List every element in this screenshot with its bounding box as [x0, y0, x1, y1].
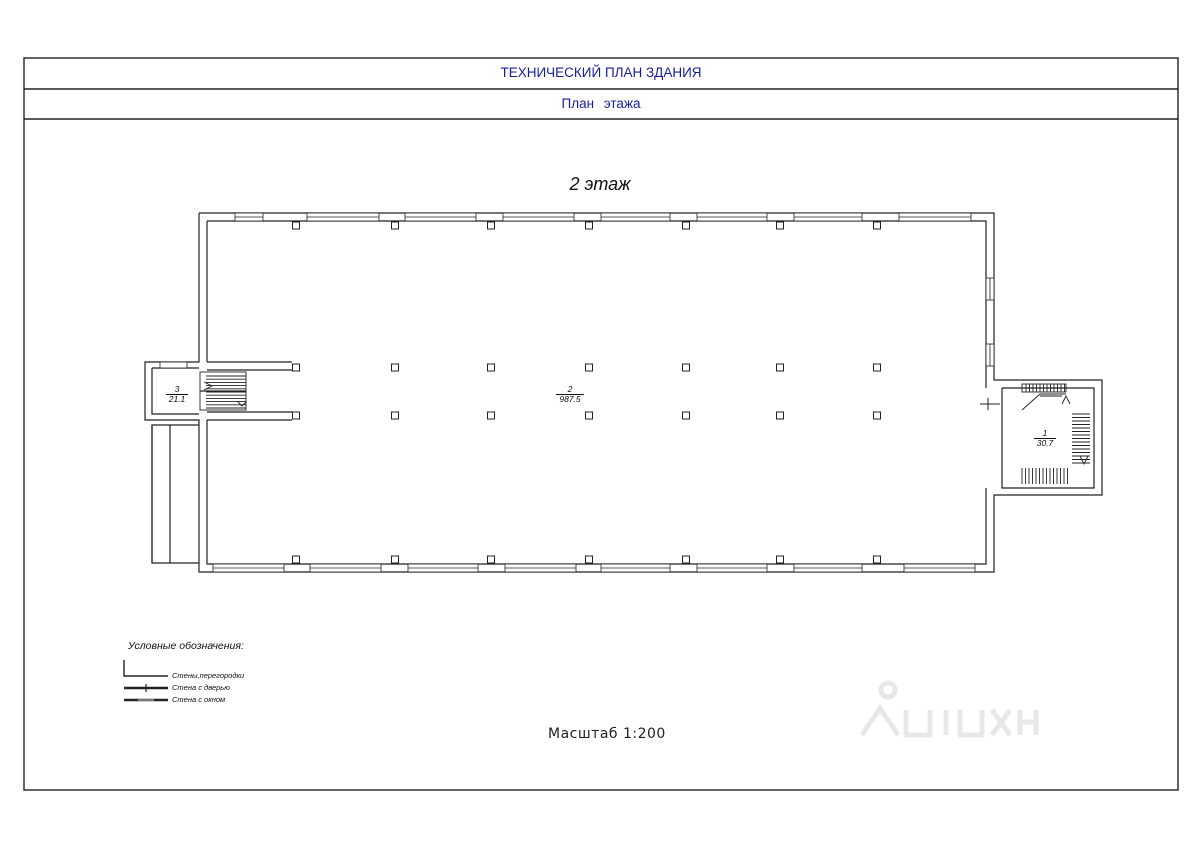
room-number: 2 [567, 384, 573, 394]
column-markers [293, 222, 881, 563]
legend-title: Условные обозначения: [128, 640, 244, 652]
column [777, 412, 784, 419]
plan-subtitle: План этажа [561, 96, 641, 111]
room-number: 3 [174, 384, 180, 394]
stairs [200, 372, 1090, 484]
column [488, 556, 495, 563]
column [586, 222, 593, 229]
column [777, 556, 784, 563]
column [293, 412, 300, 419]
room-number: 1 [1042, 428, 1048, 438]
column [683, 412, 690, 419]
column [683, 364, 690, 371]
column [874, 412, 881, 419]
scale-label: Масштаб 1:200 [548, 726, 666, 742]
stair-arrow [238, 402, 246, 406]
room-area: 987.5 [556, 394, 584, 404]
column [392, 364, 399, 371]
column [683, 222, 690, 229]
stair-arrow [1062, 396, 1070, 404]
room-area: 21.1 [166, 394, 188, 404]
column [586, 412, 593, 419]
door-mark [980, 396, 1062, 410]
exterior-walls [145, 213, 1102, 572]
column [874, 556, 881, 563]
column [392, 222, 399, 229]
column [777, 364, 784, 371]
column [392, 556, 399, 563]
room-2-label [556, 385, 584, 404]
column [777, 222, 784, 229]
legend-item-window: Стена с окном [172, 695, 226, 704]
plan-title: ТЕХНИЧЕСКИЙ ПЛАН ЗДАНИЯ [500, 65, 702, 80]
window [160, 362, 187, 368]
column [488, 364, 495, 371]
column [293, 556, 300, 563]
column [293, 222, 300, 229]
column [586, 364, 593, 371]
legend-item-walls: Стены,перегородки [172, 671, 245, 680]
sheet-frame [24, 58, 1178, 790]
column [586, 556, 593, 563]
room-1-label [1034, 429, 1056, 448]
legend-symbols [124, 660, 168, 700]
legend-item-door: Стена с дверью [172, 683, 230, 692]
column [392, 412, 399, 419]
column [293, 364, 300, 371]
column [488, 222, 495, 229]
column [488, 412, 495, 419]
room-3-label [166, 385, 188, 404]
column [874, 364, 881, 371]
column [683, 556, 690, 563]
floor-label: 2 этаж [569, 174, 631, 194]
column [874, 222, 881, 229]
room-area: 30.7 [1034, 438, 1056, 448]
legend-wall-symbol [124, 660, 168, 676]
watermark-logo [862, 683, 1036, 735]
